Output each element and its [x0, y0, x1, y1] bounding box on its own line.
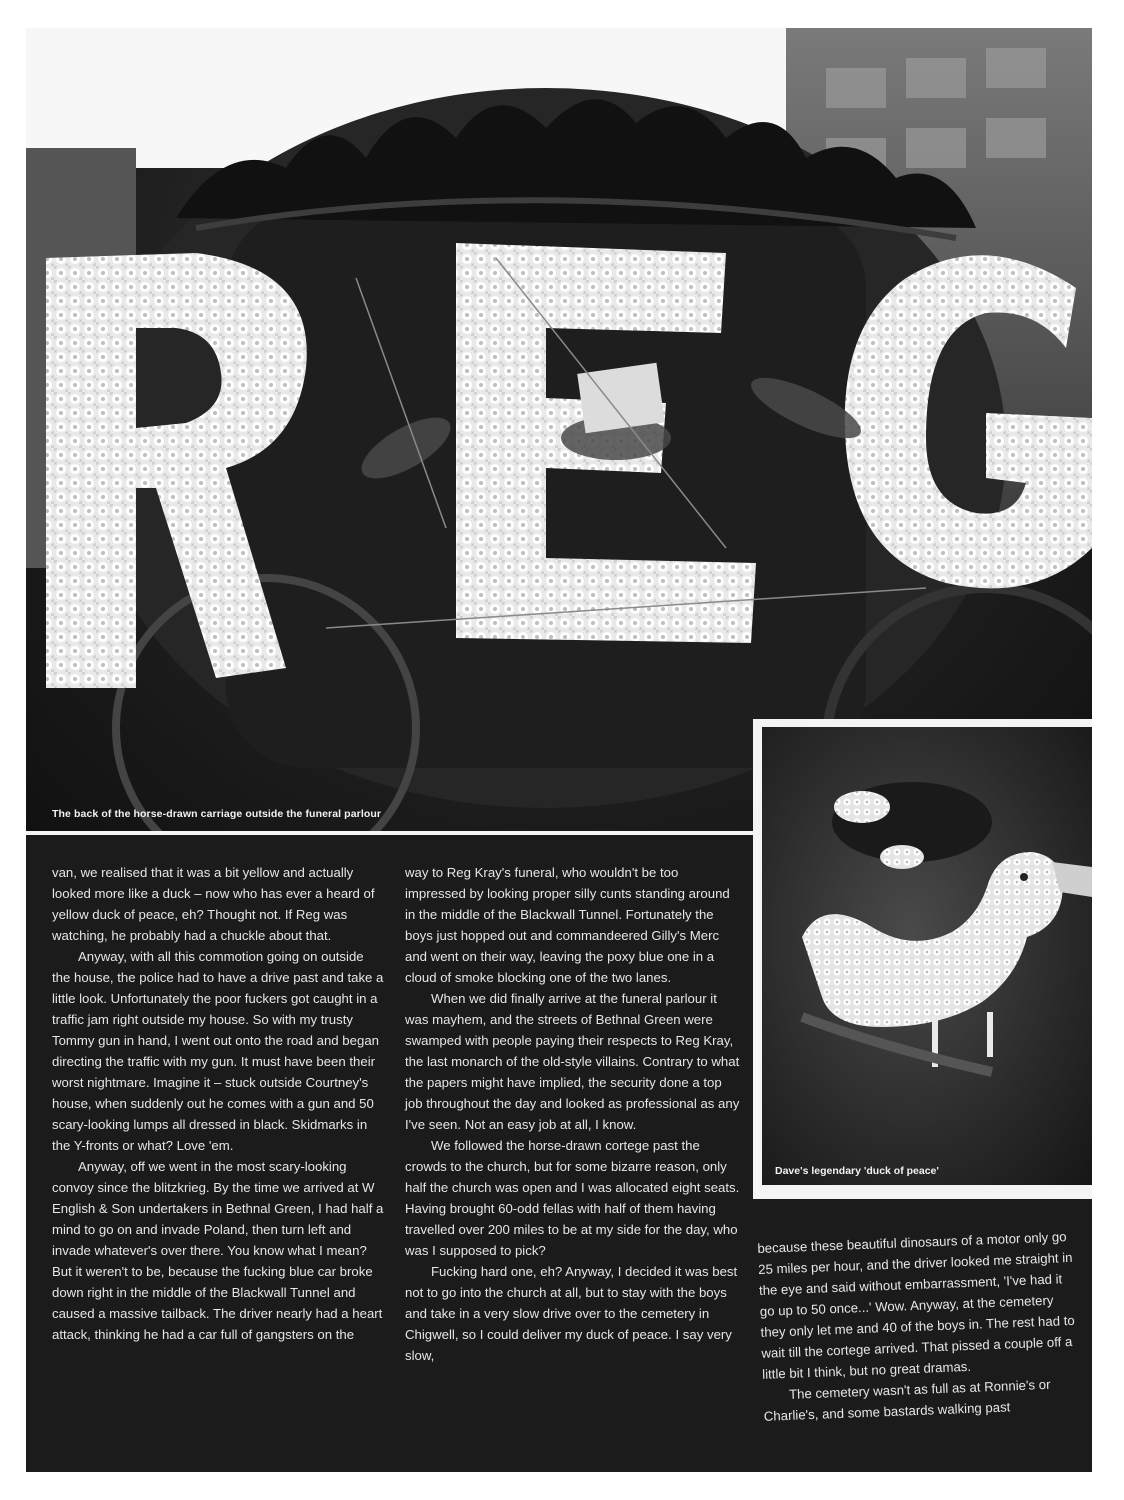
carriage-photo-illustration: [26, 28, 1092, 831]
paragraph: because these beautiful dinosaurs of a motor only go 25 miles per hour, and the driver looked me straight in the eye and said without embarrassment, 'I've had it go up to 50 once...' Wow. Anyway, at the cemetery they only let me and 40 of the boys in. The rest had to wait till the cortege arrived. That pissed a couple off a little bit I think, but no great dramas.: [757, 1229, 1075, 1382]
caption-divider: [26, 831, 753, 835]
magazine-page: [26, 28, 1092, 1472]
inset-photo: [762, 727, 1092, 1185]
paragraph: van, we realised that it was a bit yellow and actually looked more like a duck – now who has ever a heard of yellow duck of peace, eh? Thought not. If Reg was watching, he probably had a chuckle about that.: [52, 865, 375, 943]
paragraph: The cemetery wasn't as full as at Ronnie's or Charlie's, and some bastards walking past: [763, 1376, 1051, 1424]
duck-of-peace-illustration: [762, 727, 1092, 1185]
text-column-3: [757, 1226, 1082, 1427]
text-column-2: [405, 862, 741, 1366]
paragraph: Fucking hard one, eh? Anyway, I decided it was best not to go into the church at all, but to stay with the boys and take in a very slow drive over to the cemetery in Chigwell, so I could deliver my duck of peace. I say very slow,: [405, 1264, 738, 1363]
paragraph: When we did finally arrive at the funeral parlour it was mayhem, and the streets of Bethnal Green were swamped with people paying their respects to Reg Kray, the last monarch of the old-style villains. Contrary to what the papers might have implied, the security done a top job throughout the day and looked as professional as any I've seen. Not an easy job at all, I know.: [405, 991, 740, 1132]
paragraph: Anyway, off we went in the most scary-looking convoy since the blitzkrieg. By the time we arrived at W English & Son undertakers in Bethnal Green, I had half a mind to go on and invade Poland, then turn left and invade whatever's over there. You know what I mean? But it weren't to be, because the fucking blue car broke down right in the middle of the Blackwall Tunnel and caused a massive tailback. The driver nearly had a heart attack, thinking he had a car full of gangsters on the: [52, 1159, 384, 1342]
paragraph: way to Reg Kray's funeral, who wouldn't be too impressed by looking proper silly cunts standing around in the middle of the Blackwall Tunnel. Fortunately the boys just hopped out and commandeered Gilly's Merc and went on their way, leaving the poxy blue one in a cloud of smoke blocking one of the two lanes.: [405, 865, 730, 985]
paragraph: Anyway, with all this commotion going on outside the house, the police had to have a drive past and take a little look. Unfortunately the poor fuckers got caught in a traffic jam right outside my house. So with my trusty Tommy gun in hand, I went out onto the road and began directing the traffic with my gun. It must have been their worst nightmare. Imagine it – stuck outside Courtney's house, when suddenly out he comes with a gun and 50 scary-looking lumps all dressed in black. Skidmarks in the Y-fronts or what? Love 'em.: [52, 949, 384, 1153]
main-photo: [26, 28, 1092, 831]
paragraph: We followed the horse-drawn cortege past the crowds to the church, but for some bizarre reason, only half the church was open and I was allocated eight seats. Having brought 60-odd fellas with half of them having travelled over 200 miles to be at my side for the day, who was I supposed to pick?: [405, 1138, 740, 1258]
main-photo-caption: The back of the horse-drawn carriage outside the funeral parlour: [52, 808, 382, 820]
text-column-1: [52, 862, 384, 1345]
inset-photo-frame: [753, 719, 1092, 1199]
inset-photo-caption: Dave's legendary 'duck of peace': [775, 1165, 939, 1177]
